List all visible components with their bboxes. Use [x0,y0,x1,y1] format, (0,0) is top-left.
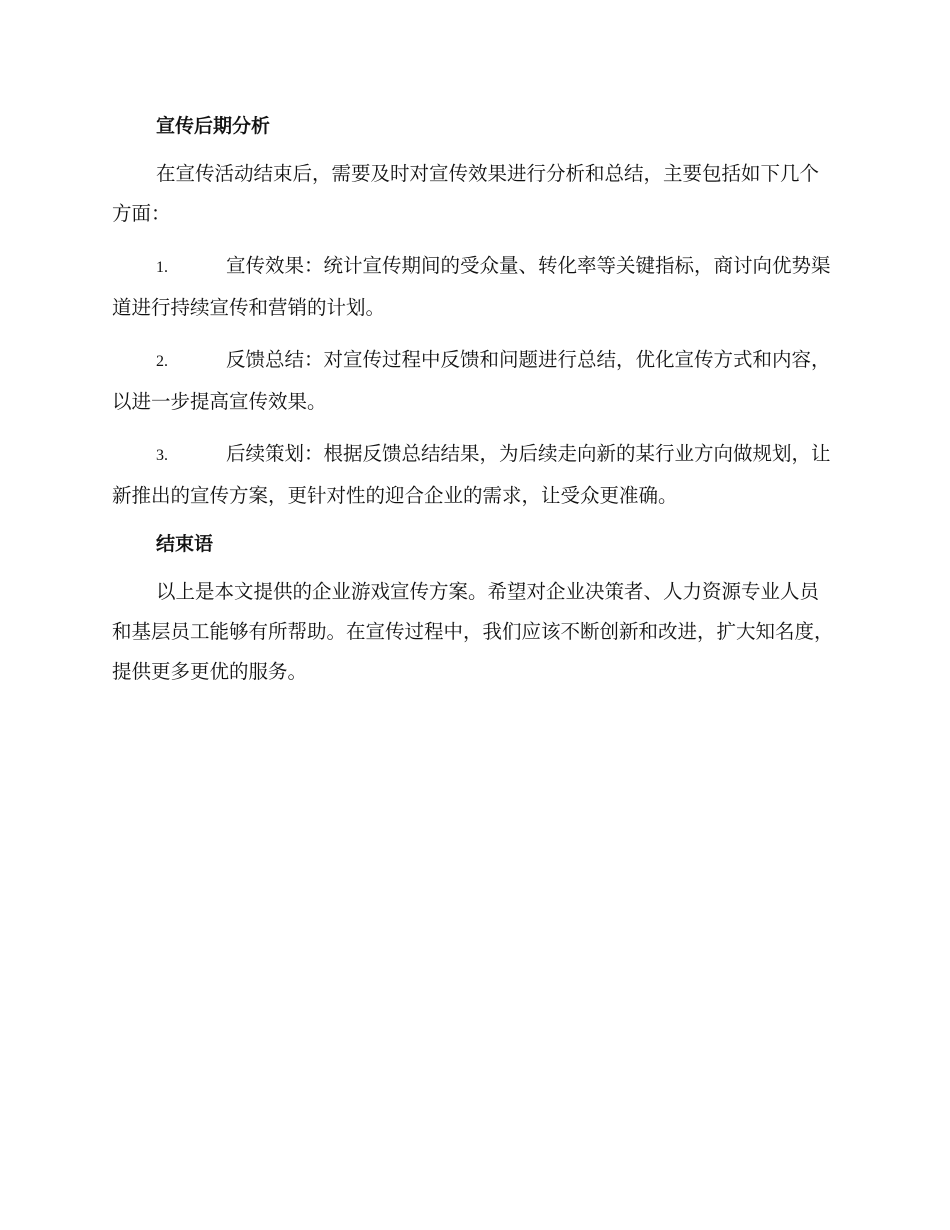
intro-paragraph: 在宣传活动结束后，需要及时对宣传效果进行分析和总结，主要包括如下几个方面： [112,162,820,225]
list-number: 1. [156,259,168,276]
document-page [112,110,834,704]
list-number: 2. [156,353,168,370]
list-item-text: 宣传效果：统计宣传期间的受众量、转化率等关键指标，商讨向优势渠道进行持续宣传和营销的计划。 [112,254,831,319]
list-item [112,246,834,328]
conclusion-paragraph: 以上是本文提供的企业游戏宣传方案。希望对企业决策者、人力资源专业人员和基层员工能够有所帮助。在宣传过程中，我们应该不断创新和改进，扩大知名度，提供更多更优的服务。 [112,580,834,683]
list-item [112,340,834,422]
section-heading-conclusion: 结束语 [156,533,214,555]
list-number: 3. [156,447,168,464]
list-item-text: 反馈总结：对宣传过程中反馈和问题进行总结，优化宣传方式和内容，以进一步提高宣传效果。 [112,348,831,413]
section-heading-post-analysis: 宣传后期分析 [156,115,271,137]
list-item-text: 后续策划：根据反馈总结结果，为后续走向新的某行业方向做规划，让新推出的宣传方案，更针对性的迎合企业的需求，让受众更准确。 [112,442,831,507]
list-item [112,434,834,516]
